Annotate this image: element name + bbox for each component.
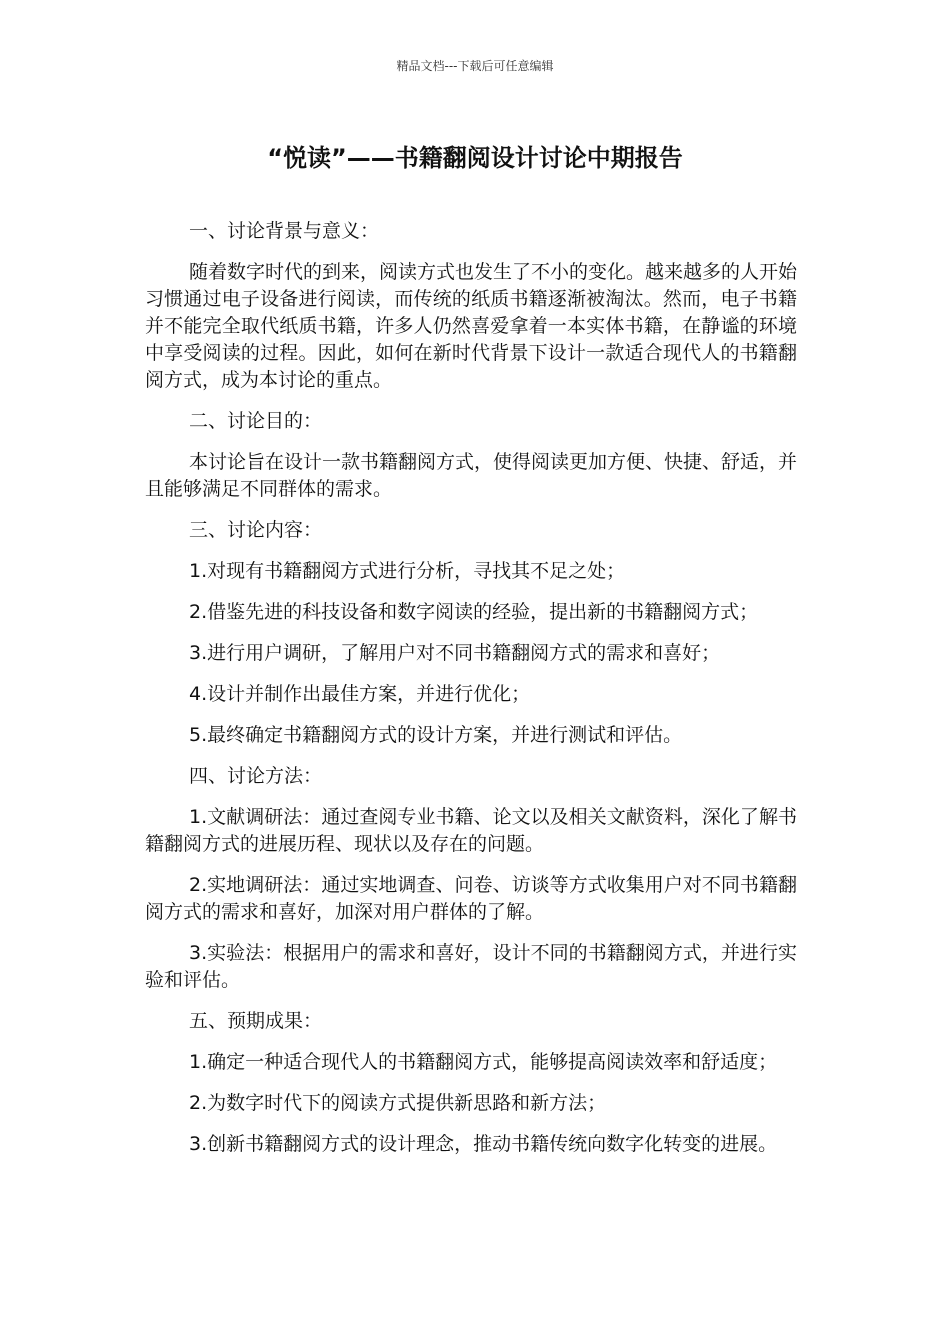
document-title: “悦读”——书籍翻阅设计讨论中期报告 [267,144,683,172]
list-item: 3.实验法：根据用户的需求和喜好，设计不同的书籍翻阅方式，并进行实验和评估。 [145,942,797,991]
list-item: 5.最终确定书籍翻阅方式的设计方案，并进行测试和评估。 [189,724,683,746]
document-body [145,218,797,1172]
section-heading: 五、预期成果： [189,1010,323,1032]
list-item: 3.创新书籍翻阅方式的设计理念，推动书籍传统向数字化转变的进展。 [189,1133,778,1155]
list-item: 1.确定一种适合现代人的书籍翻阅方式，能够提高阅读效率和舒适度； [189,1051,778,1073]
section-heading: 二、讨论目的： [189,410,323,432]
list-item: 2.为数字时代下的阅读方式提供新思路和新方法； [189,1092,607,1114]
header-note: 精品文档---下载后可任意编辑 [396,59,554,73]
body-paragraph: 本讨论旨在设计一款书籍翻阅方式，使得阅读更加方便、快捷、舒适，并且能够满足不同群体的需求。 [145,451,798,500]
section-heading: 一、讨论背景与意义： [189,220,380,242]
list-item: 2.借鉴先进的科技设备和数字阅读的经验，提出新的书籍翻阅方式； [189,601,759,623]
section-heading: 三、讨论内容： [189,519,323,541]
list-item: 3.进行用户调研，了解用户对不同书籍翻阅方式的需求和喜好； [189,642,721,664]
list-item: 1.对现有书籍翻阅方式进行分析，寻找其不足之处； [189,560,626,582]
list-item: 4.设计并制作出最佳方案，并进行优化； [189,683,531,705]
body-paragraph: 随着数字时代的到来，阅读方式也发生了不小的变化。越来越多的人开始习惯通过电子设备进行阅读，而传统的纸质书籍逐渐被淘汰。然而，电子书籍并不能完全取代纸质书籍，许多人仍然喜爱拿着一本实体书籍，在静谧的环境中享受阅读的过程。因此，如何在新时代背景下设计一款适合现代人的书籍翻阅方式，成为本讨论的重点。 [145,261,798,391]
list-item: 1.文献调研法：通过查阅专业书籍、论文以及相关文献资料，深化了解书籍翻阅方式的进展历程、现状以及存在的问题。 [145,806,797,855]
list-item: 2.实地调研法：通过实地调查、问卷、访谈等方式收集用户对不同书籍翻阅方式的需求和喜好，加深对用户群体的了解。 [145,874,797,923]
section-heading: 四、讨论方法： [189,765,323,787]
